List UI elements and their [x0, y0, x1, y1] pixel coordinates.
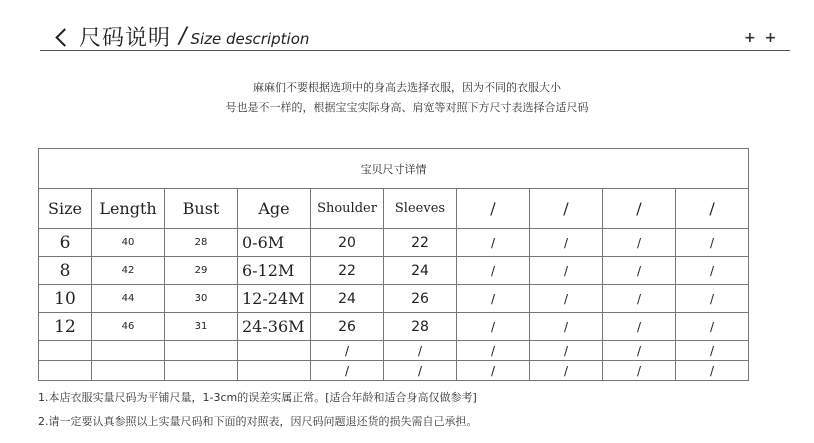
table-row — [39, 285, 749, 313]
header-empty-10: / — [676, 189, 749, 229]
cell-age: 12-24M — [238, 285, 311, 313]
cell-age — [238, 341, 311, 361]
cell-shoulder: 26 — [311, 313, 384, 341]
cell-empty: / — [676, 229, 749, 257]
table-row — [39, 361, 749, 381]
table-row — [39, 229, 749, 257]
cell-empty: / — [603, 313, 676, 341]
header-divider — [40, 50, 790, 51]
header-empty-8: / — [530, 189, 603, 229]
cell-empty: / — [676, 361, 749, 381]
cell-size: 6 — [39, 229, 92, 257]
cell-shoulder: 20 — [311, 229, 384, 257]
header-size: Size — [39, 189, 92, 229]
section-title-cn: 尺码说明 — [79, 25, 172, 51]
section-header — [58, 20, 309, 52]
cell-empty: / — [530, 361, 603, 381]
header-bust: Bust — [165, 189, 238, 229]
size-table — [38, 148, 749, 381]
cell-length — [92, 361, 165, 381]
intro-line-2: 号也是不一样的，根据宝宝实际身高、肩宽等对照下方尺寸表选择合适尺码 — [225, 101, 589, 114]
header-length: Length — [92, 189, 165, 229]
table-row — [39, 341, 749, 361]
cell-bust: 31 — [165, 313, 238, 341]
cell-size — [39, 361, 92, 381]
note-2: 2.请一定要认真参照以上实量尺码和下面的对照表，因尺码问题退还货的损失需自己承担。 — [38, 415, 478, 428]
cell-bust — [165, 361, 238, 381]
cell-shoulder: / — [311, 341, 384, 361]
header-age: Age — [238, 189, 311, 229]
cell-size: 10 — [39, 285, 92, 313]
header-decoration: + + — [744, 30, 779, 46]
cell-sleeves: / — [384, 341, 457, 361]
table-header-row — [39, 189, 749, 229]
header-shoulder: Shoulder — [311, 189, 384, 229]
cell-shoulder: 24 — [311, 285, 384, 313]
cell-empty: / — [603, 285, 676, 313]
table-row — [39, 257, 749, 285]
title-separator: / — [179, 23, 187, 49]
cell-empty: / — [457, 257, 530, 285]
cell-empty: / — [530, 285, 603, 313]
cell-empty: / — [457, 361, 530, 381]
cell-empty: / — [530, 341, 603, 361]
cell-length — [92, 341, 165, 361]
cell-shoulder: 22 — [311, 257, 384, 285]
cell-bust: 30 — [165, 285, 238, 313]
cell-length: 40 — [92, 229, 165, 257]
cell-empty: / — [457, 313, 530, 341]
header-sleeves: Sleeves — [384, 189, 457, 229]
chevron-left-icon — [55, 28, 73, 46]
table-row — [39, 313, 749, 341]
cell-sleeves: 24 — [384, 257, 457, 285]
cell-sleeves: 22 — [384, 229, 457, 257]
cell-age: 6-12M — [238, 257, 311, 285]
table-caption: 宝贝尺寸详情 — [39, 149, 749, 189]
cell-empty: / — [676, 285, 749, 313]
cell-sleeves: 28 — [384, 313, 457, 341]
cell-sleeves: 26 — [384, 285, 457, 313]
cell-shoulder: / — [311, 361, 384, 381]
cell-size: 12 — [39, 313, 92, 341]
intro-line-1: 麻麻们不要根据选项中的身高去选择衣服，因为不同的衣服大小 — [253, 81, 561, 94]
cell-bust: 28 — [165, 229, 238, 257]
cell-empty: / — [676, 341, 749, 361]
cell-bust: 29 — [165, 257, 238, 285]
cell-age — [238, 361, 311, 381]
cell-empty: / — [530, 257, 603, 285]
cell-age: 24-36M — [238, 313, 311, 341]
cell-length: 46 — [92, 313, 165, 341]
cell-size — [39, 341, 92, 361]
cell-empty: / — [457, 229, 530, 257]
cell-length: 42 — [92, 257, 165, 285]
cell-empty: / — [676, 257, 749, 285]
cell-empty: / — [603, 229, 676, 257]
header-empty-9: / — [603, 189, 676, 229]
section-title-en: Size description — [190, 30, 310, 48]
cell-empty: / — [603, 257, 676, 285]
cell-length: 44 — [92, 285, 165, 313]
cell-empty: / — [603, 341, 676, 361]
cell-size: 8 — [39, 257, 92, 285]
cell-sleeves: / — [384, 361, 457, 381]
cell-age: 0-6M — [238, 229, 311, 257]
cell-empty: / — [530, 229, 603, 257]
cell-bust — [165, 341, 238, 361]
cell-empty: / — [457, 285, 530, 313]
cell-empty: / — [457, 341, 530, 361]
cell-empty: / — [603, 361, 676, 381]
header-empty-7: / — [457, 189, 530, 229]
cell-empty: / — [530, 313, 603, 341]
cell-empty: / — [676, 313, 749, 341]
note-1: 1.本店衣服实量尺码为平铺尺量，1-3cm的误差实属正常。[适合年龄和适合身高仅做参考] — [38, 391, 477, 404]
